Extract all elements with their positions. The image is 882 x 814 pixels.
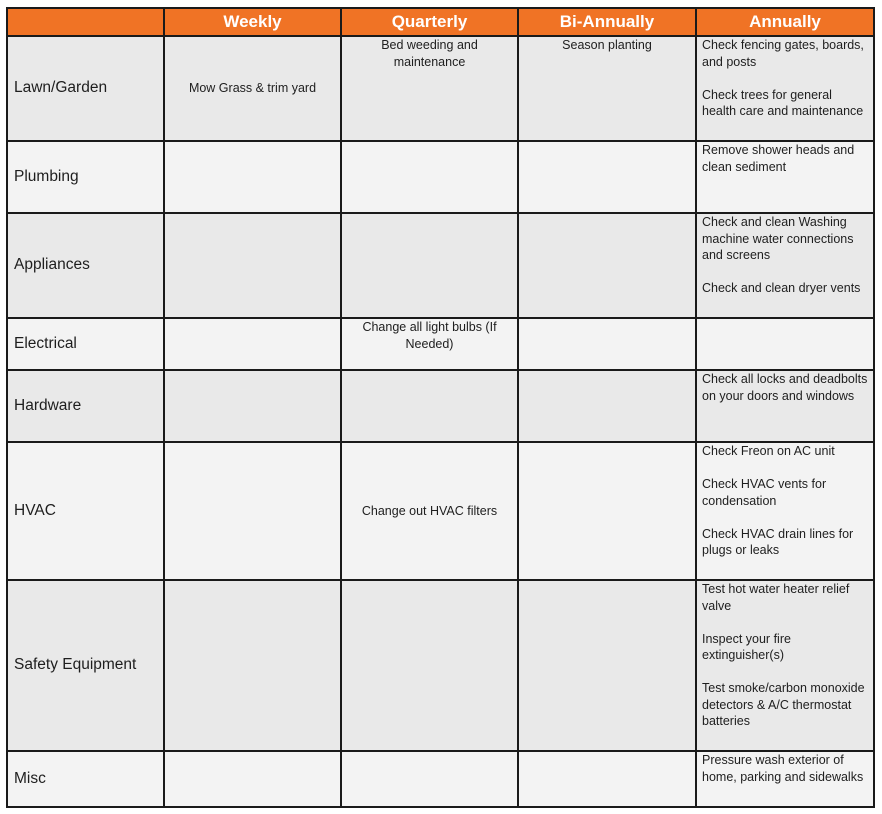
category-cell: Hardware bbox=[7, 370, 164, 442]
annual-task: Pressure wash exterior of home, parking and sidewalks bbox=[702, 753, 864, 784]
category-cell: Electrical bbox=[7, 318, 164, 370]
table-row bbox=[7, 36, 874, 141]
header-row bbox=[7, 8, 874, 36]
table-row bbox=[7, 213, 874, 318]
quarterly-cell bbox=[341, 141, 518, 213]
annually-cell bbox=[696, 580, 874, 751]
annual-task: Test smoke/carbon monoxide detectors & A/C thermostat batteries bbox=[702, 681, 865, 728]
annual-task: Check and clean Washing machine water connections and screens bbox=[702, 215, 854, 262]
bi-annually-cell bbox=[518, 751, 696, 807]
quarterly-cell: Change out HVAC filters bbox=[341, 442, 518, 580]
category-cell: Lawn/Garden bbox=[7, 36, 164, 141]
weekly-cell bbox=[164, 442, 341, 580]
bi-annually-cell bbox=[518, 318, 696, 370]
category-cell: HVAC bbox=[7, 442, 164, 580]
header-corner bbox=[7, 8, 164, 36]
weekly-cell bbox=[164, 141, 341, 213]
bi-annually-cell bbox=[518, 141, 696, 213]
annually-cell bbox=[696, 370, 874, 442]
bi-annually-cell bbox=[518, 370, 696, 442]
table-row bbox=[7, 141, 874, 213]
annual-task: Check trees for general health care and maintenance bbox=[702, 87, 864, 118]
category-cell: Appliances bbox=[7, 213, 164, 318]
weekly-cell bbox=[164, 213, 341, 318]
annually-cell bbox=[696, 442, 874, 580]
annual-task: Check fencing gates, boards, and posts bbox=[702, 38, 864, 69]
bi-annually-cell: Season planting bbox=[518, 36, 696, 141]
weekly-cell bbox=[164, 318, 341, 370]
quarterly-cell bbox=[341, 751, 518, 807]
table-row bbox=[7, 370, 874, 442]
annual-task: Check and clean dryer vents bbox=[702, 281, 861, 295]
annual-task: Test hot water heater relief valve bbox=[702, 582, 850, 613]
quarterly-cell bbox=[341, 580, 518, 751]
weekly-cell bbox=[164, 580, 341, 751]
quarterly-cell: Bed weeding and maintenance bbox=[341, 36, 518, 141]
weekly-cell bbox=[164, 370, 341, 442]
annually-cell bbox=[696, 751, 874, 807]
annual-task: Check Freon on AC unit bbox=[702, 444, 835, 458]
table-row bbox=[7, 580, 874, 751]
annually-cell bbox=[696, 141, 874, 213]
quarterly-cell bbox=[341, 370, 518, 442]
table-row bbox=[7, 751, 874, 807]
quarterly-cell: Change all light bulbs (If Needed) bbox=[341, 318, 518, 370]
annual-task: Remove shower heads and clean sediment bbox=[702, 143, 855, 174]
header-weekly: Weekly bbox=[164, 8, 341, 36]
annual-task: Inspect your fire extinguisher(s) bbox=[702, 631, 791, 662]
category-cell: Misc bbox=[7, 751, 164, 807]
bi-annually-cell bbox=[518, 442, 696, 580]
category-cell: Plumbing bbox=[7, 141, 164, 213]
maintenance-schedule-table bbox=[6, 7, 875, 808]
annually-cell bbox=[696, 213, 874, 318]
table-row bbox=[7, 442, 874, 580]
header-annually: Annually bbox=[696, 8, 874, 36]
annual-task: Check HVAC vents for condensation bbox=[702, 477, 827, 508]
weekly-cell: Mow Grass & trim yard bbox=[164, 36, 341, 141]
category-cell: Safety Equipment bbox=[7, 580, 164, 751]
annual-task: Check HVAC drain lines for plugs or leaks bbox=[702, 526, 854, 557]
annually-cell bbox=[696, 36, 874, 141]
annual-task: Check all locks and deadbolts on your doors and windows bbox=[702, 372, 868, 403]
table-row bbox=[7, 318, 874, 370]
bi-annually-cell bbox=[518, 213, 696, 318]
weekly-cell bbox=[164, 751, 341, 807]
quarterly-cell bbox=[341, 213, 518, 318]
header-quarterly: Quarterly bbox=[341, 8, 518, 36]
annually-cell bbox=[696, 318, 874, 370]
bi-annually-cell bbox=[518, 580, 696, 751]
header-bi-annually: Bi-Annually bbox=[518, 8, 696, 36]
